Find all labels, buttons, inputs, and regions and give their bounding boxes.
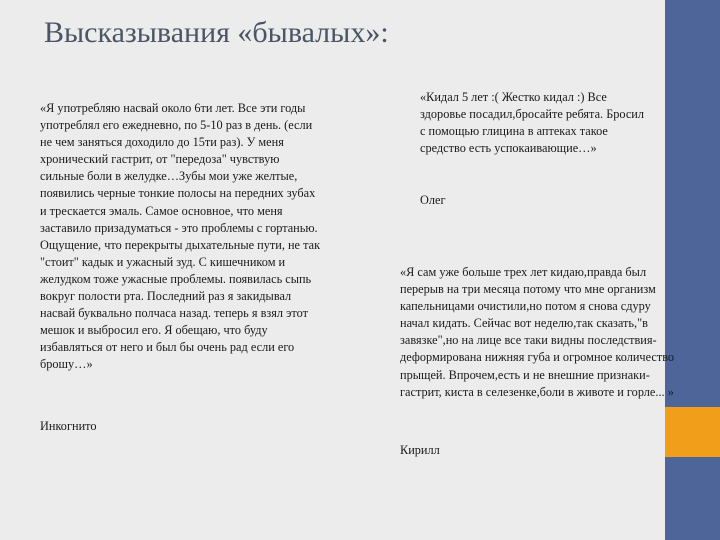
testimonial-author-incognito: Инкогнито (40, 419, 97, 433)
testimonial-author-kirill: Кирилл (400, 443, 440, 457)
page-title: Высказывания «бывалых»: (44, 16, 389, 49)
testimonial-quote-oleg: «Кидал 5 лет :( Жестко кидал :) Все здоровье посадил,бросайте ребята. Бросил с помощью глицина в аптеках такое средство есть успокаивающие…» (420, 90, 645, 156)
testimonial-quote-kirill: «Я сам уже больше трех лет кидаю,правда был перерыв на три месяца потому что мне организм капельницами очистили,но потом я снова сдуру начал кидать. Сейчас вот неделю,так сказать,"в завязке",но на лице все таки видны последствия-деформирована нижняя губа и огромное количество прыщей. Впрочем,есть и не внешние признаки- гастрит, киста в селезенке,боли в животе и горле... » (400, 265, 675, 399)
testimonial-author-oleg: Олег (420, 193, 446, 207)
testimonial-quote-incognito: «Я употребляю насвай около 6ти лет. Все эти годы употреблял его ежедневно, по 5-10 раз в день. (если не чем заняться доходило до 15ти раз). У меня хронический гастрит, от "передоза" чувствую сильные боли в желудке…Зубы мои уже желтые, появились черные тонкие полосы на передних зубах и трескается эмаль. Самое основное, что меня заставило призадуматься - это проблемы с гортанью. Ощущение, что перекрыты дыхательные пути, не так "стоит" кадык и ужасный зуд. С кишечником и желудком тоже ужасные проблемы. появилась сыпь вокруг полости рта. Последний раз я закидывал насвай буквально полчаса назад. теперь я взял этот мешок и выбросил его. Я обещаю, что буду избавляться от него и был бы очень рад если его брошу…» (40, 101, 321, 372)
accent-block (665, 407, 720, 457)
